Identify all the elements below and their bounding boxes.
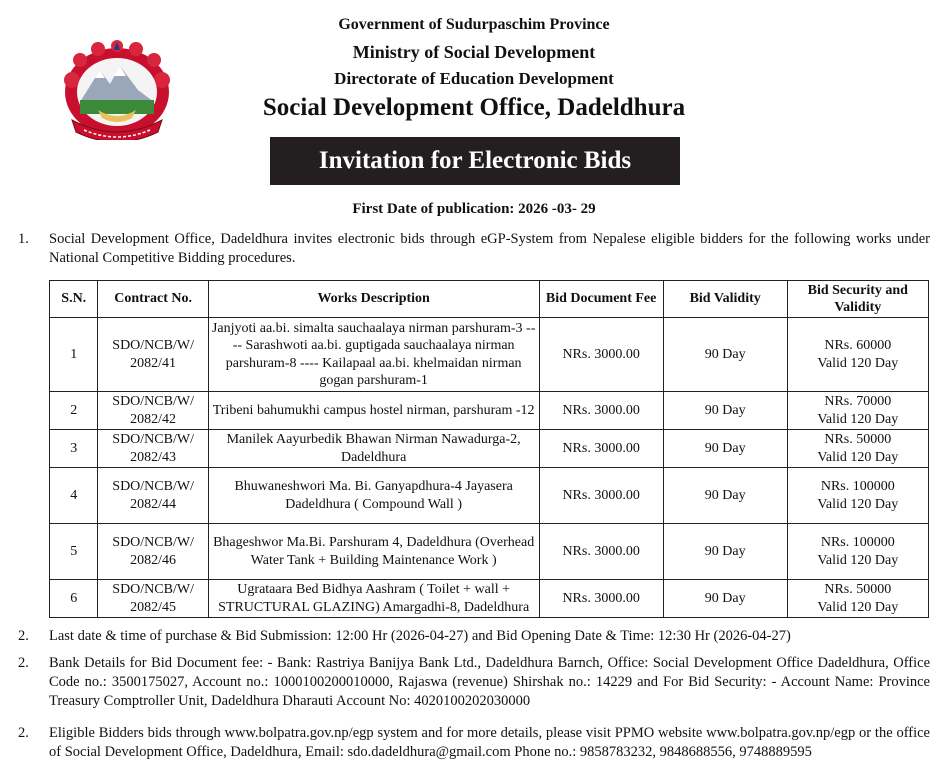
security-amount: NRs. 70000 xyxy=(824,394,892,409)
publication-date: First Date of publication: 2026 -03- 29 xyxy=(352,201,596,217)
column-header-description: Works Description xyxy=(208,281,539,318)
paragraph-text: Social Development Office, Dadeldhura invites electronic bids through eGP-System from Nepalese eligible bidders for the following works under National Competitive Bidding procedures. xyxy=(49,231,930,266)
cell-sn: 5 xyxy=(50,524,98,580)
column-header-sn: S.N. xyxy=(50,281,98,318)
table-row xyxy=(50,430,929,468)
cell-contract: SDO/NCB/W/ 2082/45 xyxy=(98,580,208,618)
notice-title-banner: Invitation for Electronic Bids xyxy=(270,137,680,185)
cell-description: Bhageshwor Ma.Bi. Parshuram 4, Dadeldhura (Overhead Water Tank + Building Maintenance Work ) xyxy=(208,524,539,580)
cell-contract: SDO/NCB/W/ 2082/42 xyxy=(98,392,208,430)
header-ministry: Ministry of Social Development xyxy=(352,42,596,62)
cell-description: Manilek Aayurbedik Bhawan Nirman Nawadurga-2, Dadeldhura xyxy=(208,430,539,468)
cell-description: Ugrataara Bed Bidhya Aashram ( Toilet + wall + STRUCTURAL GLAZING) Amargadhi-8, Dadeldhura xyxy=(208,580,539,618)
paragraph-number: 2. xyxy=(18,628,29,644)
table-row xyxy=(50,318,929,392)
header-directorate: Directorate of Education Development xyxy=(334,69,614,88)
cell-contract: SDO/NCB/W/ 2082/41 xyxy=(98,318,208,392)
cell-sn: 2 xyxy=(50,392,98,430)
nepal-emblem-icon xyxy=(58,40,176,140)
cell-fee: NRs. 3000.00 xyxy=(539,524,663,580)
cell-description: Bhuwaneshwori Ma. Bi. Ganyapdhura-4 Jayasera Dadeldhura ( Compound Wall ) xyxy=(208,468,539,524)
cell-contract: SDO/NCB/W/ 2082/46 xyxy=(98,524,208,580)
security-amount: NRs. 50000 xyxy=(824,582,892,597)
column-header-fee: Bid Document Fee xyxy=(539,281,663,318)
cell-validity: 90 Day xyxy=(663,468,787,524)
cell-description: Janjyoti aa.bi. simalta sauchaalaya nirman parshuram-3 ---- Sarashwoti aa.bi. guptigada sauchaalaya nirman parshuram-8 ---- Kailapaal aa.bi. khelmaidan nirman gogan parshuram-1 xyxy=(208,318,539,392)
note-bank-details xyxy=(18,654,930,711)
header-government: Government of Sudurpaschim Province xyxy=(338,16,610,33)
bids-table xyxy=(49,280,929,618)
security-validity: Valid 120 Day xyxy=(817,552,899,568)
paragraph-number: 2. xyxy=(18,725,29,741)
paragraph-text: Last date & time of purchase & Bid Submission: 12:00 Hr (2026-04-27) and Bid Opening Date & Time: 12:30 Hr (2026-04-27) xyxy=(49,628,791,644)
paragraph-number: 1. xyxy=(18,231,29,247)
cell-description: Tribeni bahumukhi campus hostel nirman, parshuram -12 xyxy=(208,392,539,430)
paragraph-text: Eligible Bidders bids through www.bolpatra.gov.np/egp system and for more details, please visit PPMO website www.bolpatra.gov.np/egp or the office of Social Development Office, Dadeldhura, Email: sdo.dadeldhura@gmail.com Phone no.: 9858783232, 9848688556, 9748889595 xyxy=(49,725,930,760)
note-deadline xyxy=(18,627,930,646)
cell-sn: 4 xyxy=(50,468,98,524)
note-contact xyxy=(18,724,930,762)
cell-contract: SDO/NCB/W/ 2082/43 xyxy=(98,430,208,468)
paragraph-text: Bank Details for Bid Document fee: - Bank: Rastriya Banijya Bank Ltd., Dadeldhura Barnch, Office: Social Development Office Dadeldhura, Office Code no.: 3500175027, Account no.: 1000100200010000, Rajaswa (revenue) Shirshak no.: 14229 and For Bid Security: - Account Name: Province Treasury Comptroller Unit, Dadeldhura Dharauti Account No: 4020100202030000 xyxy=(49,655,930,709)
cell-fee: NRs. 3000.00 xyxy=(539,392,663,430)
column-header-validity: Bid Validity xyxy=(663,281,787,318)
table-row xyxy=(50,392,929,430)
cell-sn: 6 xyxy=(50,580,98,618)
security-validity: Valid 120 Day xyxy=(817,449,899,465)
paragraph-number: 2. xyxy=(18,655,29,671)
security-validity: Valid 120 Day xyxy=(817,355,899,371)
security-validity: Valid 120 Day xyxy=(817,599,899,615)
column-header-contract: Contract No. xyxy=(98,281,208,318)
intro-paragraph xyxy=(18,230,930,268)
cell-sn: 1 xyxy=(50,318,98,392)
cell-validity: 90 Day xyxy=(663,580,787,618)
column-header-security: Bid Security and Validity xyxy=(787,281,928,318)
cell-fee: NRs. 3000.00 xyxy=(539,580,663,618)
cell-fee: NRs. 3000.00 xyxy=(539,468,663,524)
table-row xyxy=(50,468,929,524)
cell-security xyxy=(787,430,928,468)
table-row xyxy=(50,580,929,618)
security-amount: NRs. 50000 xyxy=(824,432,892,447)
security-validity: Valid 120 Day xyxy=(817,411,899,427)
cell-validity: 90 Day xyxy=(663,430,787,468)
header-office: Social Development Office, Dadeldhura xyxy=(262,94,686,121)
cell-fee: NRs. 3000.00 xyxy=(539,430,663,468)
cell-fee: NRs. 3000.00 xyxy=(539,318,663,392)
cell-validity: 90 Day xyxy=(663,392,787,430)
cell-security xyxy=(787,392,928,430)
cell-contract: SDO/NCB/W/ 2082/44 xyxy=(98,468,208,524)
security-amount: NRs. 100000 xyxy=(820,535,895,550)
security-amount: NRs. 100000 xyxy=(820,479,895,494)
cell-validity: 90 Day xyxy=(663,318,787,392)
cell-security xyxy=(787,524,928,580)
cell-security xyxy=(787,580,928,618)
security-amount: NRs. 60000 xyxy=(824,338,892,353)
cell-security xyxy=(787,468,928,524)
security-validity: Valid 120 Day xyxy=(817,496,899,512)
table-row xyxy=(50,524,929,580)
table-header-row xyxy=(50,281,929,318)
cell-validity: 90 Day xyxy=(663,524,787,580)
cell-sn: 3 xyxy=(50,430,98,468)
cell-security xyxy=(787,318,928,392)
